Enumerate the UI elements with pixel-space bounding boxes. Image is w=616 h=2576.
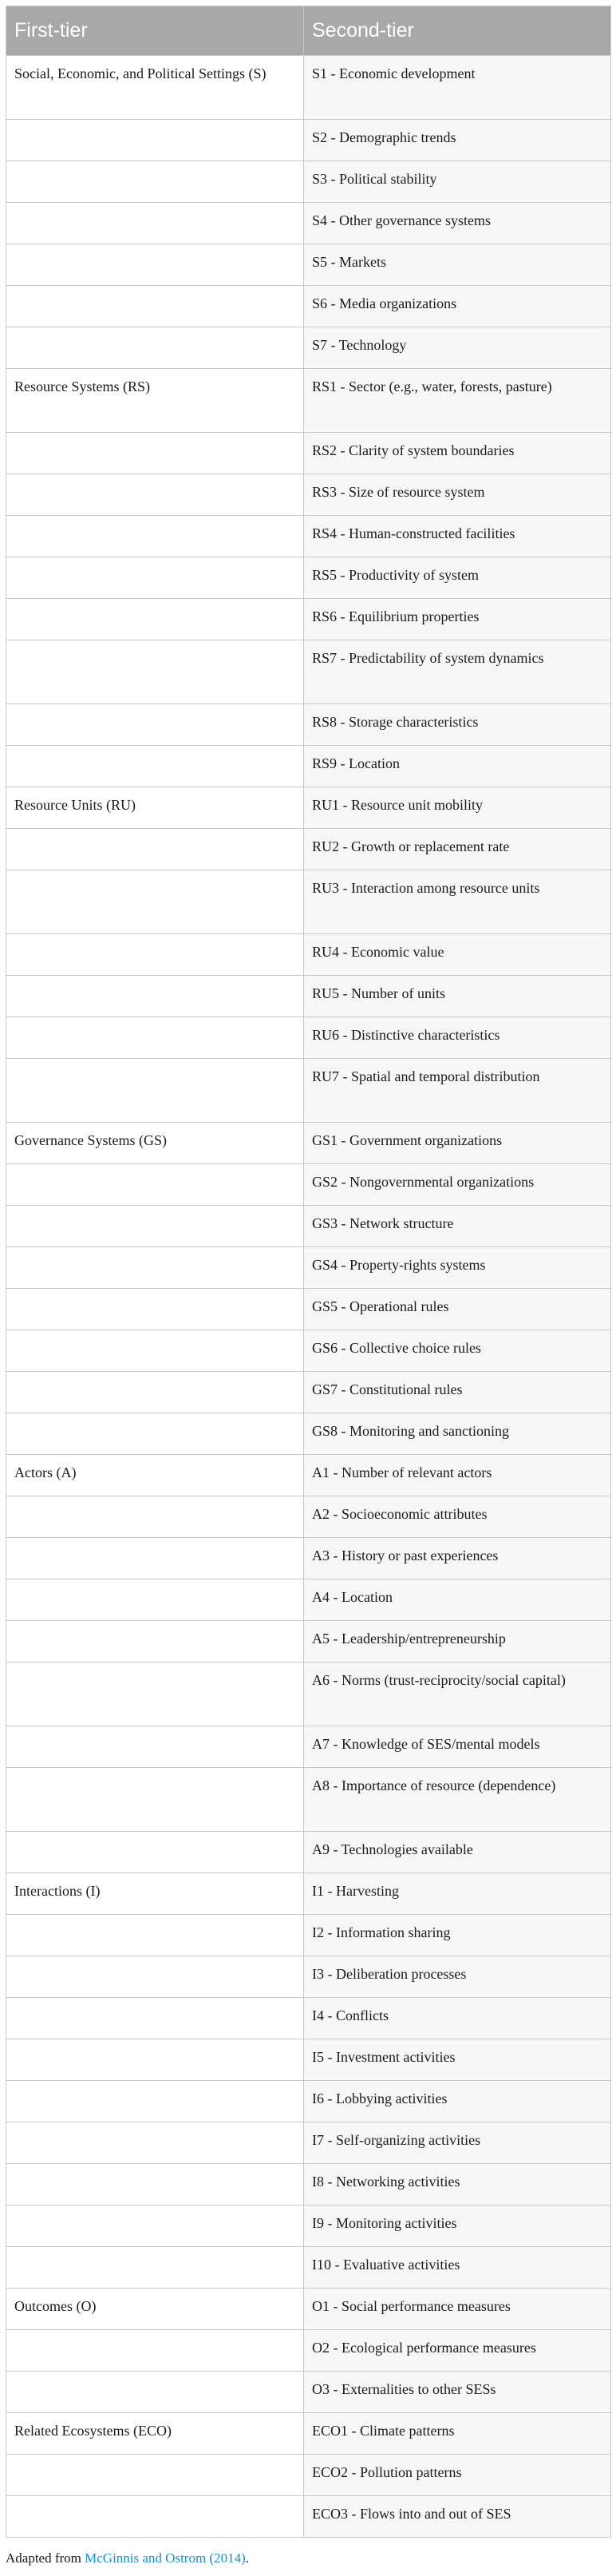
table-footnote [6,2550,610,2566]
second-tier-cell: GS3 - Network structure [304,1206,611,1247]
table-row [6,829,611,870]
first-tier-cell [6,1289,304,1330]
table-row [6,934,611,976]
second-tier-cell: I9 - Monitoring activities [304,2205,611,2247]
second-tier-cell: A6 - Norms (trust-reciprocity/social capital) [304,1663,611,1726]
first-tier-cell [6,2122,304,2164]
table-row [6,1538,611,1579]
table-row [6,2413,611,2455]
second-tier-cell: I4 - Conflicts [304,1998,611,2039]
first-tier-cell: Outcomes (O) [6,2289,304,2330]
first-tier-cell [6,1998,304,2039]
second-tier-cell: RS6 - Equilibrium properties [304,599,611,640]
second-tier-cell: GS5 - Operational rules [304,1289,611,1330]
table-row [6,2496,611,2538]
second-tier-cell: RS5 - Productivity of system [304,557,611,599]
first-tier-cell [6,640,304,704]
table-row [6,1873,611,1915]
second-tier-cell: A2 - Socioeconomic attributes [304,1496,611,1538]
footnote-suffix: . [245,2550,250,2566]
first-tier-cell [6,934,304,976]
first-tier-cell [6,1059,304,1123]
second-tier-cell: S6 - Media organizations [304,286,611,327]
table-row [6,1289,611,1330]
second-tier-cell: S1 - Economic development [304,56,611,120]
first-tier-cell [6,327,304,369]
table-row [6,1915,611,1956]
first-tier-cell [6,599,304,640]
first-tier-cell [6,2164,304,2205]
second-tier-cell: O1 - Social performance measures [304,2289,611,2330]
second-tier-cell: GS1 - Government organizations [304,1123,611,1164]
second-tier-cell: I5 - Investment activities [304,2039,611,2081]
second-tier-cell: A9 - Technologies available [304,1832,611,1873]
first-tier-cell [6,1579,304,1621]
second-tier-cell: A3 - History or past experiences [304,1538,611,1579]
first-tier-cell [6,1496,304,1538]
first-tier-cell [6,1726,304,1768]
first-tier-cell [6,829,304,870]
first-tier-cell [6,746,304,787]
table-row [6,2205,611,2247]
second-tier-cell: ECO3 - Flows into and out of SES [304,2496,611,2538]
table-row [6,56,611,120]
table-row [6,1768,611,1832]
first-tier-cell [6,1956,304,1998]
table-row [6,2372,611,2413]
footnote-prefix: Adapted from [6,2550,85,2566]
first-tier-cell [6,2205,304,2247]
first-tier-cell: Social, Economic, and Political Settings (S) [6,56,304,120]
second-tier-cell: A5 - Leadership/entrepreneurship [304,1621,611,1663]
table-row [6,976,611,1017]
first-tier-cell [6,1621,304,1663]
table-row [6,1413,611,1455]
second-tier-cell: GS2 - Nongovernmental organizations [304,1164,611,1206]
second-tier-cell: I8 - Networking activities [304,2164,611,2205]
second-tier-cell: RU4 - Economic value [304,934,611,976]
first-tier-cell [6,203,304,244]
second-tier-cell: A8 - Importance of resource (dependence) [304,1768,611,1832]
second-tier-cell: A1 - Number of relevant actors [304,1455,611,1496]
second-tier-cell: GS7 - Constitutional rules [304,1372,611,1413]
table-row [6,1372,611,1413]
second-tier-cell: RU1 - Resource unit mobility [304,787,611,829]
first-tier-cell [6,286,304,327]
first-tier-cell [6,2496,304,2538]
second-tier-cell: RS1 - Sector (e.g., water, forests, pasture) [304,369,611,433]
second-tier-cell: RU5 - Number of units [304,976,611,1017]
table-row [6,1455,611,1496]
first-tier-cell: Resource Systems (RS) [6,369,304,433]
first-tier-cell [6,2372,304,2413]
first-tier-cell [6,244,304,286]
second-tier-cell: I3 - Deliberation processes [304,1956,611,1998]
table-container [6,6,610,2566]
second-tier-cell: I1 - Harvesting [304,1873,611,1915]
second-tier-cell: I2 - Information sharing [304,1915,611,1956]
table-row [6,244,611,286]
second-tier-cell: ECO2 - Pollution patterns [304,2455,611,2496]
table-body [6,56,611,2538]
second-tier-cell: RU7 - Spatial and temporal distribution [304,1059,611,1123]
second-tier-cell: A7 - Knowledge of SES/mental models [304,1726,611,1768]
second-tier-cell: S4 - Other governance systems [304,203,611,244]
table-row [6,1330,611,1372]
table-row [6,161,611,203]
first-tier-cell [6,2247,304,2289]
table-row [6,2330,611,2372]
first-tier-cell [6,433,304,474]
first-tier-cell [6,1017,304,1059]
table-row [6,2455,611,2496]
first-tier-cell: Resource Units (RU) [6,787,304,829]
table-row [6,2081,611,2122]
table-row [6,474,611,516]
table-row [6,516,611,557]
second-tier-cell: RU6 - Distinctive characteristics [304,1017,611,1059]
first-tier-cell [6,1164,304,1206]
first-tier-cell: Related Ecosystems (ECO) [6,2413,304,2455]
second-tier-cell: O2 - Ecological performance measures [304,2330,611,2372]
first-tier-cell [6,1915,304,1956]
table-row [6,599,611,640]
first-tier-cell [6,1663,304,1726]
table-row [6,327,611,369]
table-row [6,1017,611,1059]
second-tier-cell: S7 - Technology [304,327,611,369]
first-tier-cell [6,2039,304,2081]
second-tier-cell: RS7 - Predictability of system dynamics [304,640,611,704]
table-row [6,1998,611,2039]
table-row [6,120,611,161]
second-tier-cell: O3 - Externalities to other SESs [304,2372,611,2413]
table-header-row [6,6,611,56]
footnote-reference-link[interactable]: McGinnis and Ostrom (2014) [85,2550,246,2566]
first-tier-cell [6,516,304,557]
table-row [6,1206,611,1247]
second-tier-cell: S2 - Demographic trends [304,120,611,161]
second-tier-cell: I6 - Lobbying activities [304,2081,611,2122]
first-tier-cell [6,1832,304,1873]
table-row [6,1832,611,1873]
first-tier-cell: Actors (A) [6,1455,304,1496]
second-tier-cell: I7 - Self-organizing activities [304,2122,611,2164]
first-tier-cell [6,976,304,1017]
second-tier-cell: RU2 - Growth or replacement rate [304,829,611,870]
first-tier-cell [6,2330,304,2372]
table-row [6,286,611,327]
first-tier-cell [6,1330,304,1372]
table-row [6,2122,611,2164]
table-row [6,1123,611,1164]
first-tier-cell [6,1413,304,1455]
table-row [6,1059,611,1123]
table-row [6,1247,611,1289]
second-tier-cell: GS4 - Property-rights systems [304,1247,611,1289]
first-tier-cell [6,161,304,203]
table-row [6,2247,611,2289]
table-row [6,433,611,474]
table-row [6,1726,611,1768]
table-row [6,1956,611,1998]
second-tier-cell: RU3 - Interaction among resource units [304,870,611,934]
second-tier-cell: ECO1 - Climate patterns [304,2413,611,2455]
table-row [6,1621,611,1663]
header-second-tier: Second-tier [304,6,611,56]
table-row [6,640,611,704]
table-row [6,746,611,787]
table-row [6,203,611,244]
second-tier-cell: RS8 - Storage characteristics [304,704,611,746]
second-tier-cell: A4 - Location [304,1579,611,1621]
first-tier-cell [6,1372,304,1413]
first-tier-cell: Interactions (I) [6,1873,304,1915]
first-tier-cell: Governance Systems (GS) [6,1123,304,1164]
second-tier-cell: GS8 - Monitoring and sanctioning [304,1413,611,1455]
ses-framework-table [6,6,611,2538]
table-row [6,704,611,746]
header-first-tier: First-tier [6,6,304,56]
table-row [6,369,611,433]
table-row [6,787,611,829]
second-tier-cell: RS3 - Size of resource system [304,474,611,516]
second-tier-cell: RS2 - Clarity of system boundaries [304,433,611,474]
first-tier-cell [6,120,304,161]
second-tier-cell: S5 - Markets [304,244,611,286]
first-tier-cell [6,557,304,599]
first-tier-cell [6,1206,304,1247]
table-row [6,1496,611,1538]
first-tier-cell [6,474,304,516]
table-row [6,870,611,934]
second-tier-cell: S3 - Political stability [304,161,611,203]
second-tier-cell: I10 - Evaluative activities [304,2247,611,2289]
table-row [6,1579,611,1621]
first-tier-cell [6,2081,304,2122]
first-tier-cell [6,1247,304,1289]
table-row [6,1164,611,1206]
table-row [6,2164,611,2205]
second-tier-cell: RS9 - Location [304,746,611,787]
table-row [6,1663,611,1726]
table-row [6,2039,611,2081]
first-tier-cell [6,870,304,934]
table-row [6,557,611,599]
second-tier-cell: GS6 - Collective choice rules [304,1330,611,1372]
table-row [6,2289,611,2330]
first-tier-cell [6,1538,304,1579]
second-tier-cell: RS4 - Human-constructed facilities [304,516,611,557]
first-tier-cell [6,1768,304,1832]
first-tier-cell [6,704,304,746]
first-tier-cell [6,2455,304,2496]
